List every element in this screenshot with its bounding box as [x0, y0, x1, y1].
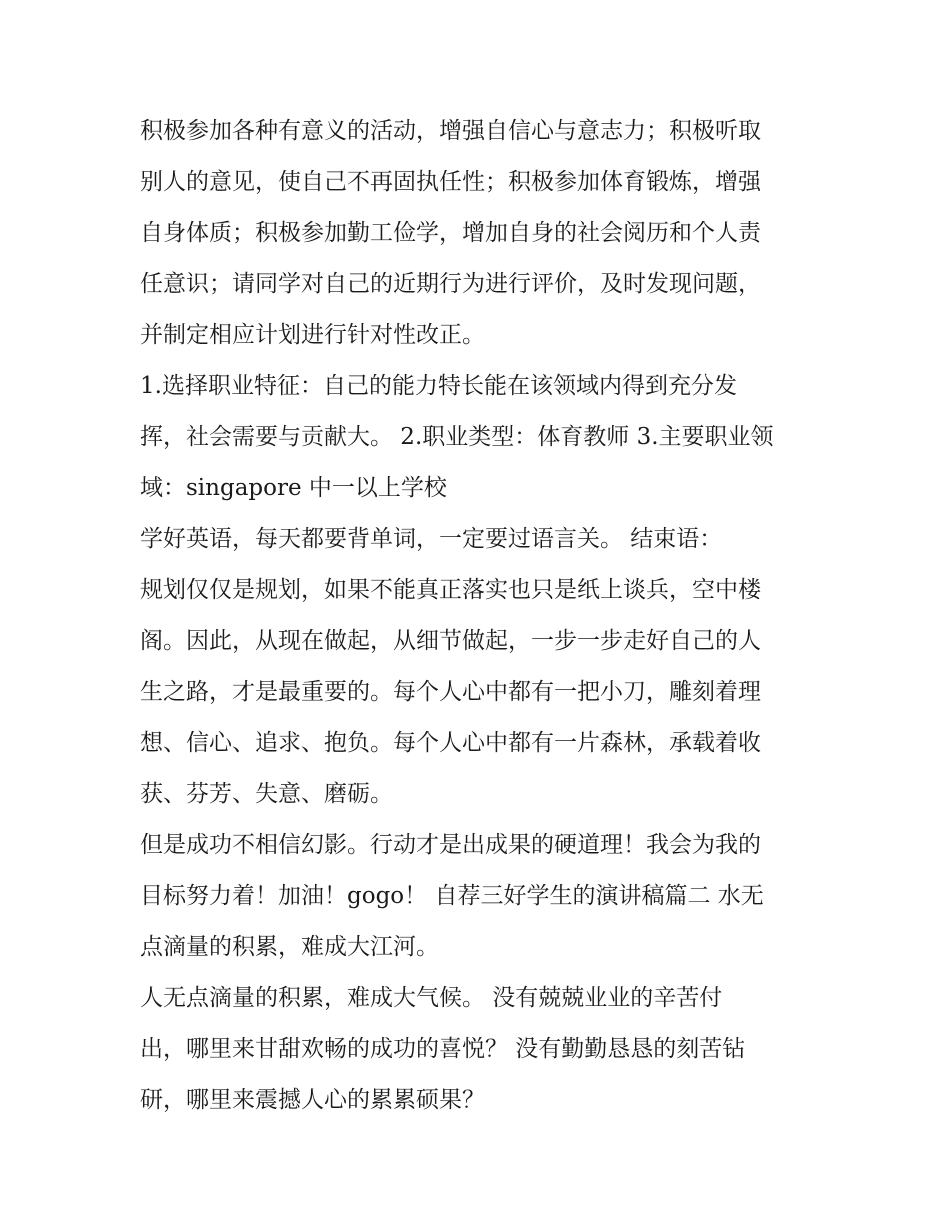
- text-line: 生之路，才是最重要的。每个人心中都有一把小刀，雕刻着理: [140, 679, 761, 705]
- text-line: 1.选择职业特征：自己的能力特长能在该领域内得到充分发: [140, 373, 737, 399]
- text-line: 研，哪里来震撼人心的累累硕果？: [140, 1087, 485, 1113]
- text-line: 域：singapore 中一以上学校: [140, 475, 447, 501]
- text-line: 但是成功不相信幻影。行动才是出成果的硬道理！我会为我的: [140, 832, 761, 858]
- text-line: 获、芬芳、失意、磨砺。: [140, 781, 393, 807]
- text-line: 挥，社会需要与贡献大。 2.职业类型：体育教师 3.主要职业领: [140, 424, 774, 450]
- text-line: 出，哪里来甘甜欢畅的成功的喜悦？ 没有勤勤恳恳的刻苦钻: [140, 1036, 746, 1062]
- text-line: 别人的意见，使自己不再固执任性；积极参加体育锻炼，增强: [140, 169, 761, 195]
- text-line: 阁。因此，从现在做起，从细节做起，一步一步走好自己的人: [140, 628, 761, 654]
- text-line: 人无点滴量的积累，难成大气候。 没有兢兢业业的辛苦付: [140, 985, 723, 1011]
- text-line: 学好英语，每天都要背单词，一定要过语言关。 结束语：: [140, 526, 723, 552]
- text-line: 点滴量的积累，难成大江河。: [140, 934, 439, 960]
- text-line: 目标努力着！加油！gogo！ 自荐三好学生的演讲稿篇二 水无: [140, 883, 764, 909]
- text-line: 自身体质；积极参加勤工俭学，增加自身的社会阅历和个人责: [140, 220, 761, 246]
- text-line: 并制定相应计划进行针对性改正。: [140, 322, 485, 348]
- text-line: 任意识；请同学对自己的近期行为进行评价，及时发现问题，: [140, 271, 761, 297]
- text-line: 想、信心、追求、抱负。每个人心中都有一片森林，承载着收: [140, 730, 761, 756]
- text-line: 积极参加各种有意义的活动，增强自信心与意志力；积极听取: [140, 118, 761, 144]
- text-line: 规划仅仅是规划，如果不能真正落实也只是纸上谈兵，空中楼: [140, 577, 761, 603]
- body-text: [140, 106, 830, 1126]
